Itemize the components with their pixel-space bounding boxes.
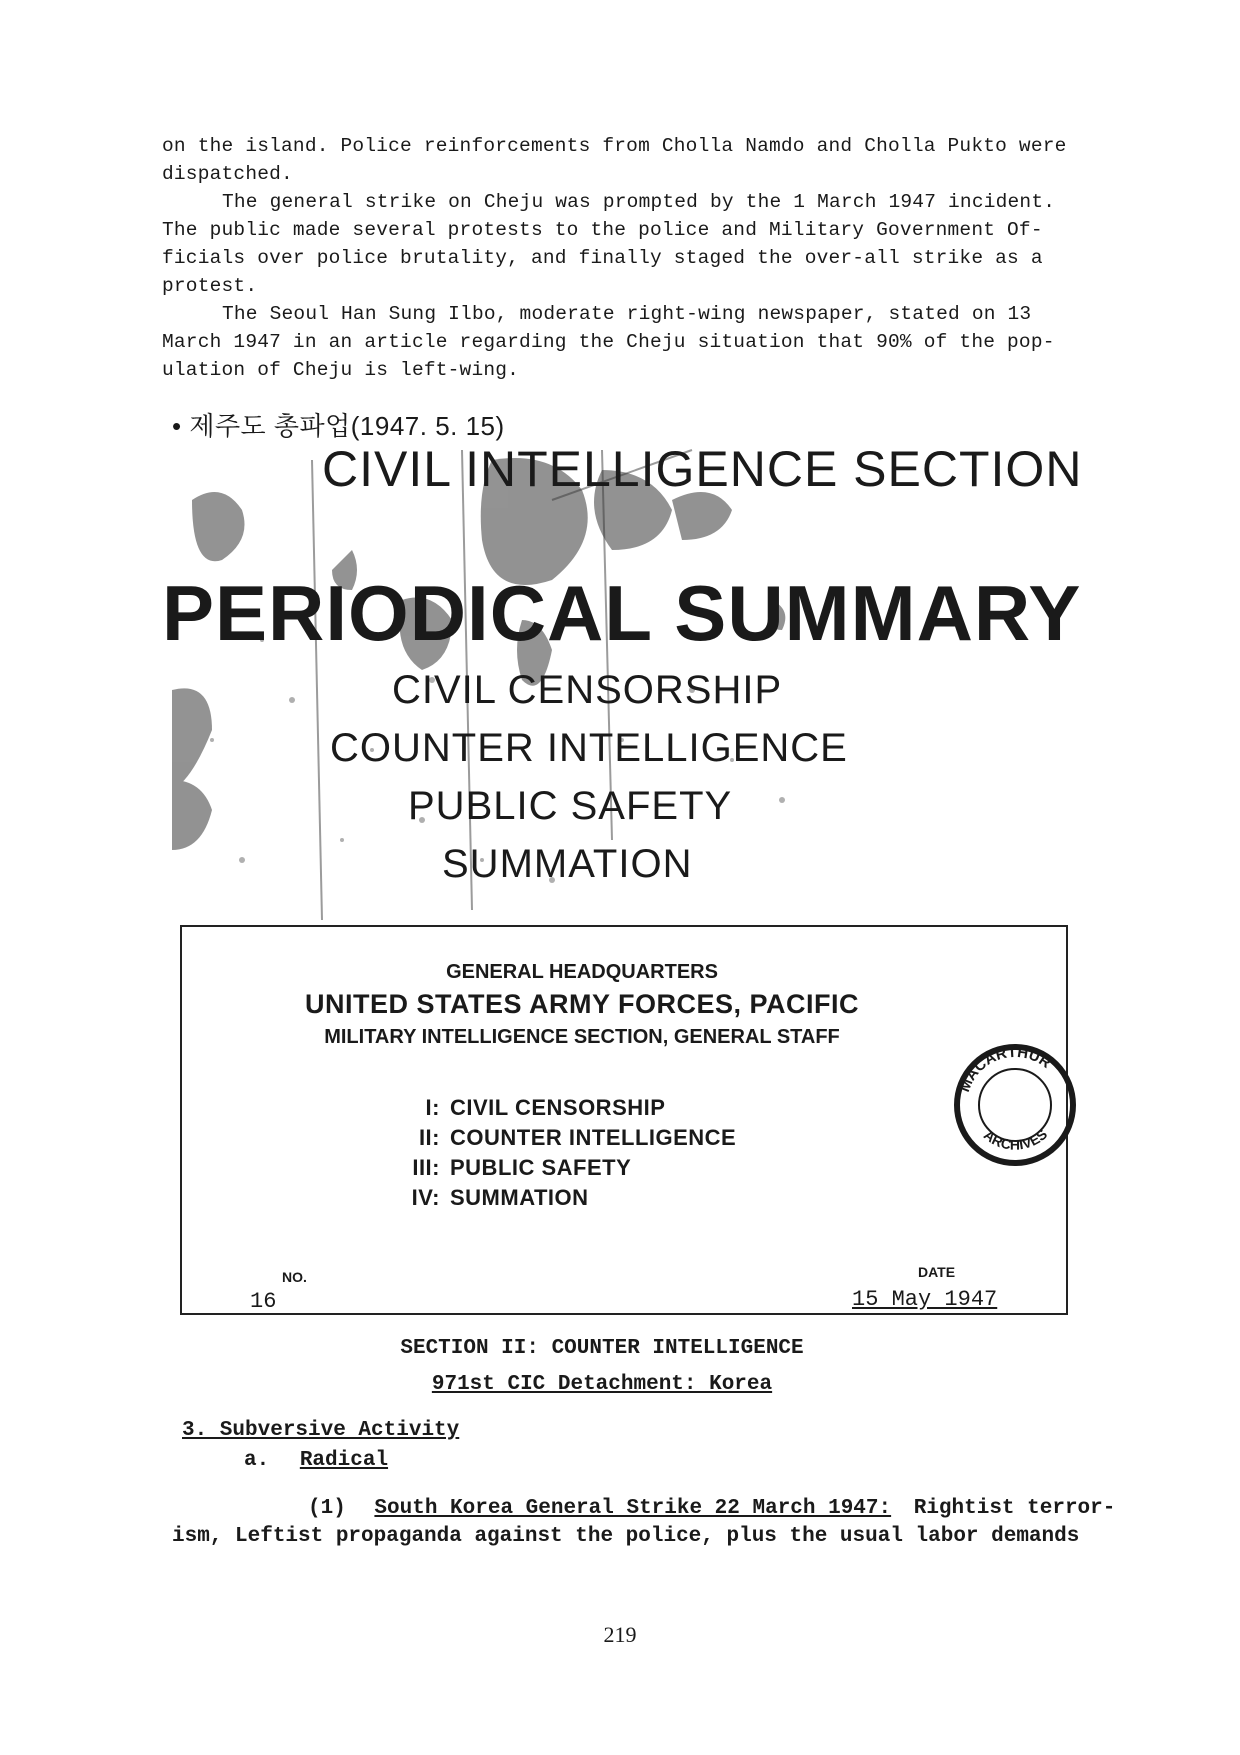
- title-box: [180, 925, 1068, 1315]
- top-paragraph: [162, 132, 1122, 384]
- paragraph-number: (1): [308, 1497, 346, 1520]
- paragraph-title: South Korea General Strike 22 March 1947:: [374, 1497, 892, 1520]
- toc-label: CIVIL CENSORSHIP: [450, 1095, 666, 1120]
- text-line: The public made several protests to the police and Military Government Of-: [162, 219, 1043, 241]
- cover-item: COUNTER INTELLIGENCE: [330, 726, 848, 770]
- text-line: March 1947 in an article regarding the Cheju situation that 90% of the pop-: [162, 331, 1055, 353]
- toc-label: PUBLIC SAFETY: [450, 1155, 632, 1180]
- item-3a-label: Radical: [299, 1449, 389, 1472]
- toc-row: [382, 1155, 631, 1181]
- date-label: DATE: [918, 1264, 956, 1280]
- cover-item: CIVIL CENSORSHIP: [392, 668, 783, 712]
- cover-item: SUMMATION: [442, 842, 693, 886]
- item-3-heading: [182, 1417, 459, 1445]
- toc-row: [382, 1125, 736, 1151]
- item-3a-prefix: a.: [244, 1449, 270, 1472]
- cover-image: [162, 440, 1122, 928]
- toc-label: SUMMATION: [450, 1185, 589, 1210]
- page-number: 219: [603, 1622, 637, 1647]
- toc-number: I:: [425, 1095, 440, 1120]
- number-label: NO.: [282, 1269, 307, 1285]
- number-value: 16: [250, 1289, 277, 1314]
- text-line: protest.: [162, 275, 258, 297]
- text-line: The general strike on Cheju was prompted by the 1 March 1947 incident.: [222, 191, 1056, 213]
- text-line: dispatched.: [162, 163, 293, 185]
- toc-number: II:: [418, 1125, 440, 1150]
- paragraph-2-line: ism, Leftist propaganda against the police, plus the usual labor demands: [172, 1525, 1080, 1548]
- toc-number: III:: [412, 1155, 440, 1180]
- cover-main-title: PERIODICAL SUMMARY: [162, 569, 1082, 657]
- paragraph-1-line: [308, 1495, 1128, 1523]
- toc-row: [382, 1185, 589, 1211]
- hq-heading: GENERAL HEADQUARTERS: [446, 961, 718, 983]
- usaf-heading: UNITED STATES ARMY FORCES, PACIFIC: [304, 989, 860, 1019]
- text-line: ulation of Cheju is left-wing.: [162, 359, 520, 381]
- toc-number: IV:: [411, 1185, 440, 1210]
- date-value: 15 May 1947: [852, 1287, 998, 1312]
- text-line: ficials over police brutality, and finally staged the over-all strike as a: [162, 247, 1043, 269]
- toc-row: [382, 1095, 665, 1121]
- svg-text:MACARTHUR: MACARTHUR: [956, 1043, 1055, 1095]
- section-heading: SECTION II: COUNTER INTELLIGENCE: [400, 1337, 804, 1360]
- figure-caption: • 제주도 총파업(1947. 5. 15): [172, 411, 505, 441]
- cover-item: PUBLIC SAFETY: [408, 784, 733, 828]
- cover-section-title: CIVIL INTELLIGENCE SECTION: [322, 441, 1083, 497]
- svg-text:ARCHIVES: ARCHIVES: [980, 1125, 1051, 1153]
- item-3a-heading: [244, 1447, 388, 1475]
- mis-heading: MILITARY INTELLIGENCE SECTION, GENERAL STAFF: [324, 1026, 840, 1048]
- paragraph-text: Rightist terror-: [913, 1497, 1116, 1520]
- archive-stamp: [950, 1040, 1080, 1170]
- toc-label: COUNTER INTELLIGENCE: [450, 1125, 737, 1150]
- item-3-label: 3. Subversive Activity: [182, 1419, 460, 1442]
- text-line: The Seoul Han Sung Ilbo, moderate right-wing newspaper, stated on 13: [222, 303, 1032, 325]
- detachment-heading: 971st CIC Detachment: Korea: [431, 1373, 773, 1396]
- text-line: on the island. Police reinforcements from Cholla Namdo and Cholla Pukto were: [162, 135, 1067, 157]
